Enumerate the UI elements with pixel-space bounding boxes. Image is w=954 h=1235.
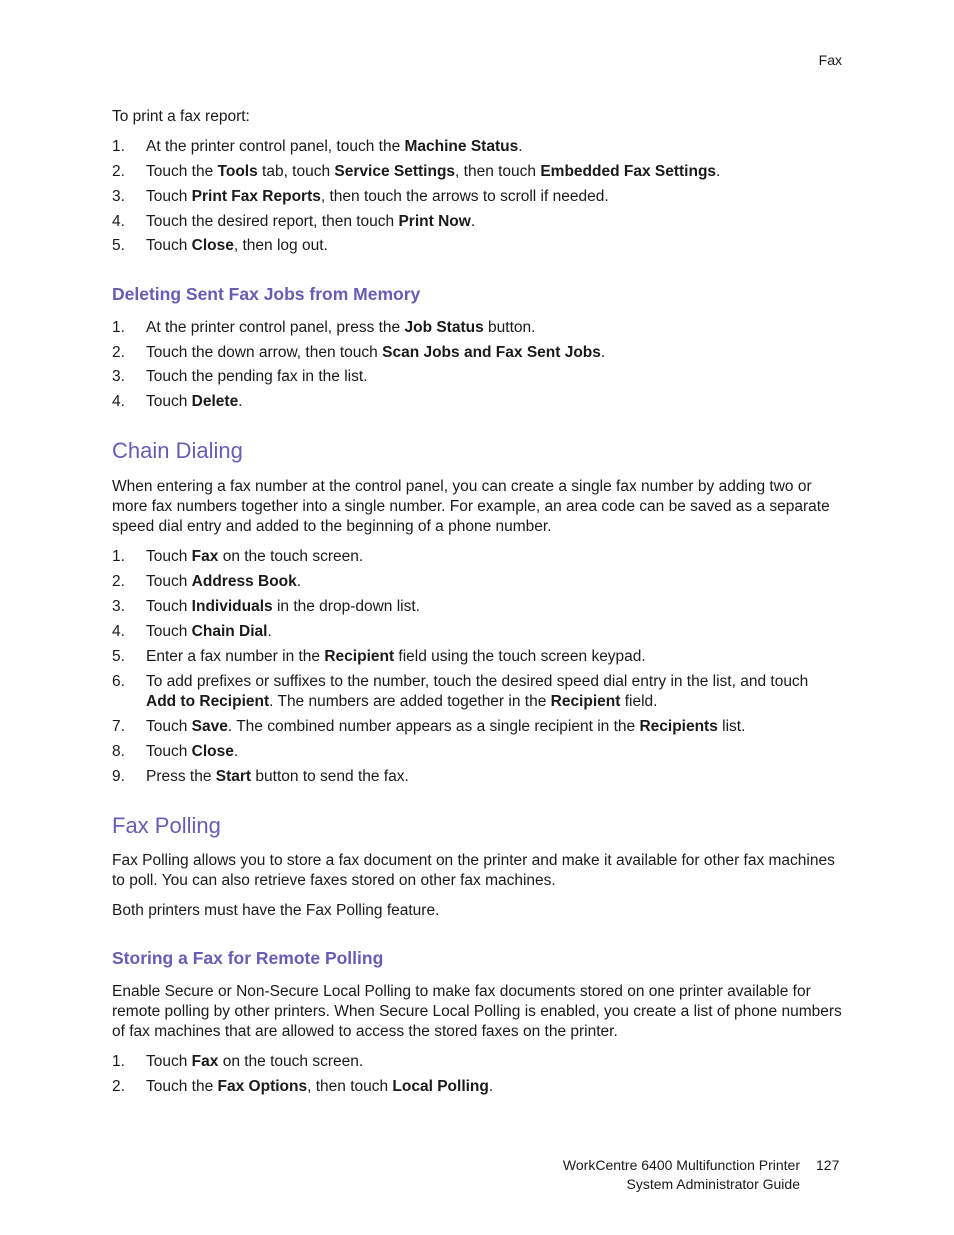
step-text: Touch the Tools tab, touch Service Settings, then touch Embedded Fax Settings. [146, 163, 721, 180]
step-number: 1. [112, 138, 125, 155]
step-text: At the printer control panel, press the Job Status button. [146, 319, 536, 336]
step-number: 3. [112, 598, 125, 615]
step-number: 2. [112, 344, 125, 361]
step-number: 2. [112, 163, 125, 180]
page-number: 127 [816, 1157, 840, 1173]
section-title-deleting: Deleting Sent Fax Jobs from Memory [112, 284, 421, 304]
step-text: Touch Fax on the touch screen. [146, 548, 364, 565]
step-text: Touch the Fax Options, then touch Local Polling. [146, 1078, 494, 1095]
step-text: Touch Individuals in the drop-down list. [146, 598, 420, 615]
step-text: Touch the down arrow, then touch Scan Jobs and Fax Sent Jobs. [146, 344, 606, 361]
step-text: Touch Close, then log out. [146, 237, 328, 254]
step-text: Touch the pending fax in the list. [146, 368, 368, 385]
step-number: 9. [112, 768, 125, 785]
step-text: Touch the desired report, then touch Print Now. [146, 213, 476, 230]
step-number: 3. [112, 188, 125, 205]
step-text: Touch Address Book. [146, 573, 302, 590]
step-number: 4. [112, 213, 125, 230]
running-header: Fax [818, 52, 842, 68]
step-text: To add prefixes or suffixes to the number, touch the desired speed dial entry in the list, and touch Add to Recipient. The numbers are added together in the Recipient field. [146, 673, 809, 710]
step-text: Touch Close. [146, 743, 239, 760]
step-number: 3. [112, 368, 125, 385]
footer-guide: System Administrator Guide [626, 1176, 800, 1192]
step-number: 5. [112, 648, 125, 665]
step-text: Touch Save. The combined number appears as a single recipient in the Recipients list. [146, 718, 746, 735]
fax-polling-paragraph: Fax Polling allows you to store a fax document on the printer and make it available for other fax machines to poll. You can also retrieve faxes stored on other fax machines. [112, 852, 835, 889]
step-text: Touch Fax on the touch screen. [146, 1053, 364, 1070]
step-text: Touch Print Fax Reports, then touch the arrows to scroll if needed. [146, 188, 609, 205]
step-number: 2. [112, 573, 125, 590]
storing-paragraph: Enable Secure or Non-Secure Local Polling to make fax documents stored on one printer available for remote polling by other printers. When Secure Local Polling is enabled, you create a list of phone numbers of fax machines that are allowed to access the stored faxes on the printer. [112, 983, 842, 1040]
section-title-storing: Storing a Fax for Remote Polling [112, 948, 384, 968]
step-number: 5. [112, 237, 125, 254]
step-number: 1. [112, 319, 125, 336]
fax-polling-note: Both printers must have the Fax Polling feature. [112, 902, 440, 919]
footer-product: WorkCentre 6400 Multifunction Printer [562, 1157, 800, 1173]
step-number: 4. [112, 623, 125, 640]
section-title-fax-polling: Fax Polling [112, 813, 221, 838]
step-number: 6. [112, 673, 125, 690]
step-text: Touch Delete. [146, 393, 243, 410]
step-number: 2. [112, 1078, 125, 1095]
step-text: Enter a fax number in the Recipient field using the touch screen keypad. [146, 648, 646, 665]
step-number: 4. [112, 393, 125, 410]
intro-text: To print a fax report: [112, 108, 250, 125]
step-text: Touch Chain Dial. [146, 623, 272, 640]
footer-title [563, 1156, 800, 1194]
chain-dialing-paragraph: When entering a fax number at the control panel, you can create a single fax number by adding two or more fax numbers together into a single number. For example, an area code can be saved as a separate speed dial entry and added to the beginning of a phone number. [112, 478, 830, 535]
section-title-chain-dialing: Chain Dialing [112, 438, 243, 463]
step-number: 7. [112, 718, 125, 735]
step-number: 1. [112, 1053, 125, 1070]
step-text: Press the Start button to send the fax. [146, 768, 409, 785]
step-number: 8. [112, 743, 125, 760]
step-number: 1. [112, 548, 125, 565]
step-text: At the printer control panel, touch the Machine Status. [146, 138, 523, 155]
